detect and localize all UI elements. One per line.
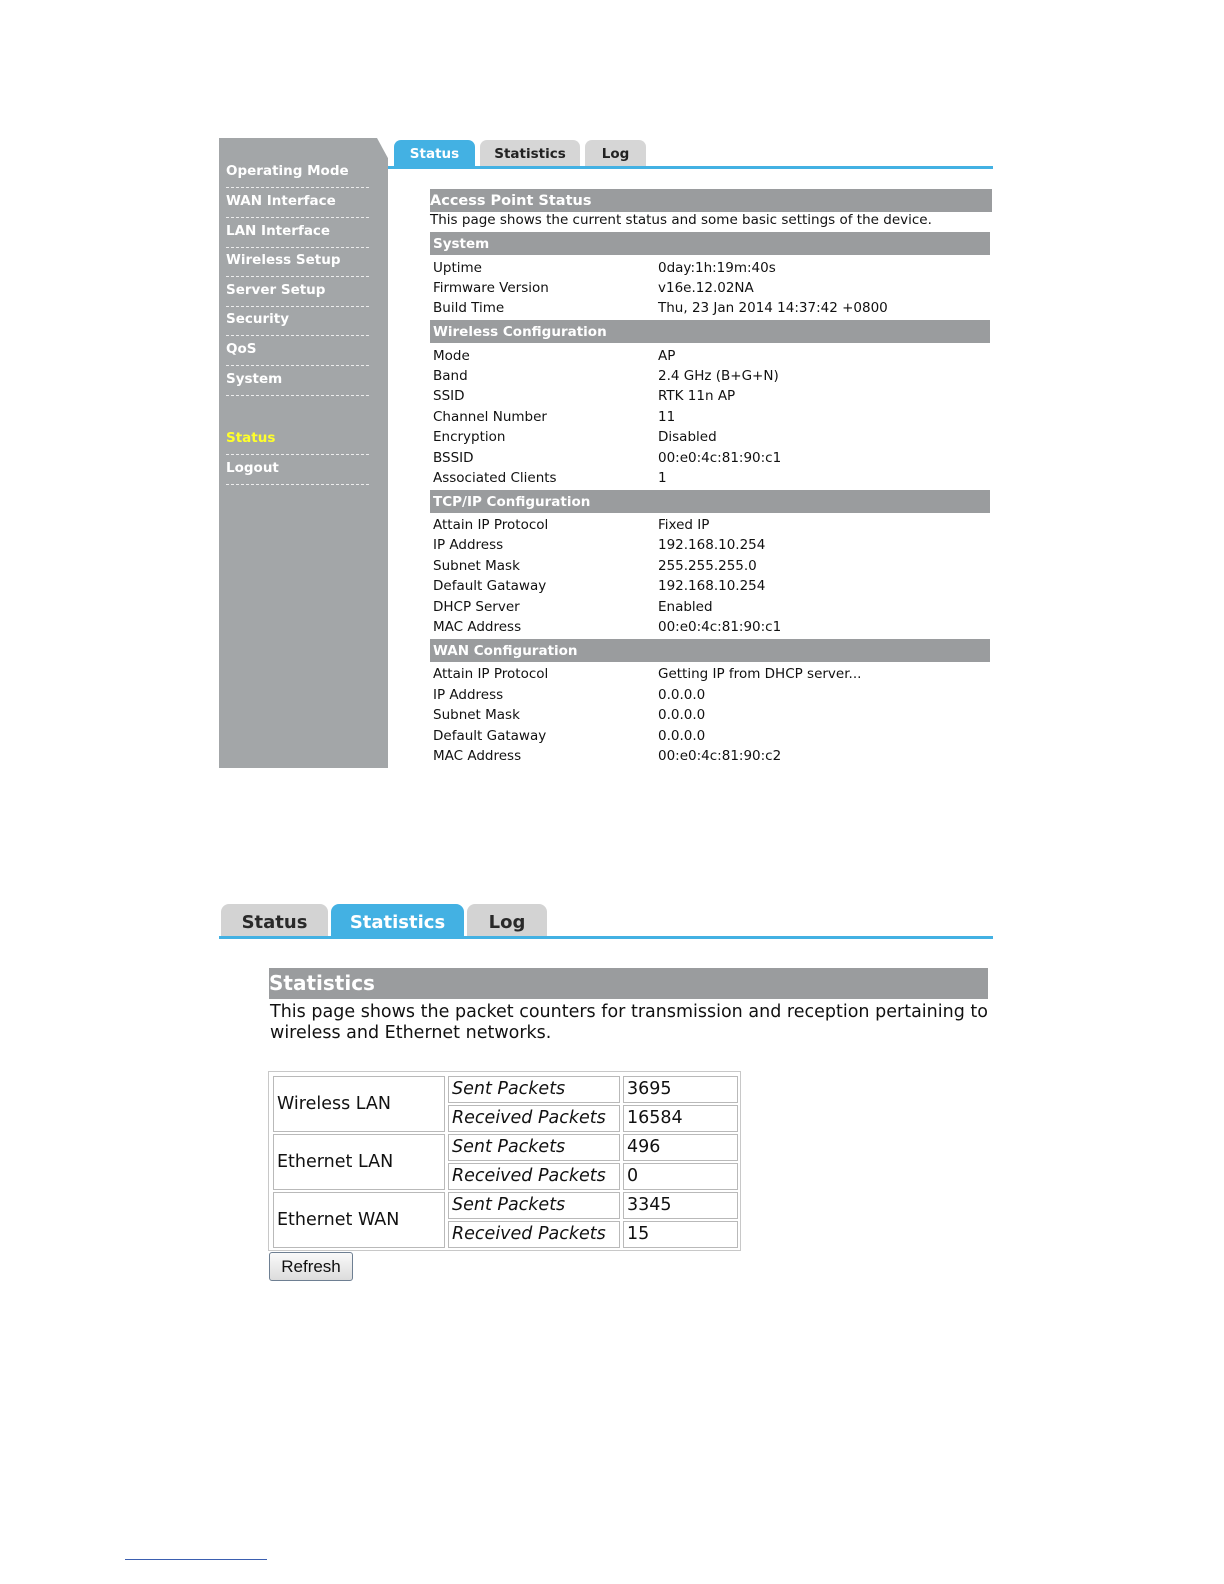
sidebar-item-lan-interface[interactable]: LAN Interface [226,215,369,248]
footnote-separator [125,1559,267,1560]
page-description: This page shows the packet counters for transmission and reception pertaining to wireless and Ethernet networks. [270,1002,988,1043]
info-row [433,597,989,617]
table-group-label: Ethernet WAN [273,1192,445,1248]
info-row [433,617,989,637]
tab-status[interactable]: Status [221,904,328,937]
row-key: Band [433,368,468,384]
section-header-tcpip: TCP/IP Configuration [430,490,990,513]
info-row [433,726,989,746]
info-row [433,746,989,766]
page-description: This page shows the current status and some basic settings of the device. [430,212,932,228]
row-key: Default Gataway [433,578,547,594]
row-value: 00:e0:4c:81:90:c1 [658,450,782,466]
row-value: 2.4 GHz (B+G+N) [658,368,779,384]
table-group-label: Ethernet LAN [273,1134,445,1190]
row-key: Uptime [433,260,482,276]
refresh-button[interactable]: Refresh [269,1252,353,1281]
row-key: Associated Clients [433,470,557,486]
table-cell-value: 496 [623,1134,738,1161]
sidebar-item-wireless-setup[interactable]: Wireless Setup [226,244,369,277]
info-row [433,576,989,596]
info-row [433,685,989,705]
table-cell-label: Sent Packets [448,1192,620,1219]
tab-underline [219,936,993,939]
row-value: Getting IP from DHCP server... [658,666,862,682]
section-header-wan: WAN Configuration [430,639,990,662]
sidebar-item-system[interactable]: System [226,363,369,396]
info-row [433,298,989,318]
row-key: Attain IP Protocol [433,666,549,682]
status-screenshot [0,0,1224,780]
row-value: 0.0.0.0 [658,687,706,703]
row-value: Disabled [658,429,717,445]
row-key: IP Address [433,537,504,553]
section-header-system: System [430,232,990,255]
info-row [433,258,989,278]
table-cell-value: 16584 [623,1105,738,1132]
info-row [433,535,989,555]
row-key: Build Time [433,300,505,316]
row-value: 00:e0:4c:81:90:c1 [658,619,782,635]
row-key: Subnet Mask [433,707,520,723]
row-value: 255.255.255.0 [658,558,757,574]
sidebar-notch [377,138,389,160]
row-value: 192.168.10.254 [658,578,766,594]
table-cell-value: 15 [623,1221,738,1248]
row-key: Attain IP Protocol [433,517,549,533]
page-title: Access Point Status [430,189,992,212]
page-title: Statistics [269,968,988,999]
tab-statistics[interactable]: Statistics [331,904,464,937]
row-key: Subnet Mask [433,558,520,574]
info-row [433,407,989,427]
info-row [433,278,989,298]
table-cell-value: 3695 [623,1076,738,1103]
row-value: Fixed IP [658,517,710,533]
tab-status[interactable]: Status [394,140,475,167]
sidebar-item-logout[interactable]: Logout [226,452,369,485]
info-row [433,427,989,447]
row-value: 00:e0:4c:81:90:c2 [658,748,782,764]
table-group-label: Wireless LAN [273,1076,445,1132]
info-row [433,448,989,468]
row-key: Firmware Version [433,280,549,296]
row-key: MAC Address [433,619,522,635]
row-value: 192.168.10.254 [658,537,766,553]
row-value: 1 [658,470,667,486]
tab-log[interactable]: Log [585,140,646,167]
row-value: v16e.12.02NA [658,280,754,296]
sidebar-item-operating-mode[interactable]: Operating Mode [226,155,369,188]
section-header-wireless: Wireless Configuration [430,320,990,343]
row-key: DHCP Server [433,599,520,615]
row-value: 11 [658,409,676,425]
sidebar-item-status[interactable]: Status [226,422,369,455]
table-cell-label: Received Packets [448,1221,620,1248]
table-cell-value: 0 [623,1163,738,1190]
sidebar-item-security[interactable]: Security [226,303,369,336]
row-key: Channel Number [433,409,547,425]
row-value: 0.0.0.0 [658,728,706,744]
row-key: Default Gataway [433,728,547,744]
tab-log[interactable]: Log [467,904,547,937]
sidebar-item-qos[interactable]: QoS [226,333,369,366]
table-cell-label: Sent Packets [448,1076,620,1103]
info-row [433,386,989,406]
row-key: Mode [433,348,470,364]
table-cell-label: Received Packets [448,1105,620,1132]
row-value: Enabled [658,599,713,615]
table-cell-label: Sent Packets [448,1134,620,1161]
tab-underline [388,166,993,169]
row-key: BSSID [433,450,474,466]
row-value: 0.0.0.0 [658,707,706,723]
row-value: RTK 11n AP [658,388,736,404]
table-cell-label: Received Packets [448,1163,620,1190]
row-value: Thu, 23 Jan 2014 14:37:42 +0800 [658,300,888,316]
info-row [433,468,989,488]
row-value: 0day:1h:19m:40s [658,260,776,276]
row-key: MAC Address [433,748,522,764]
row-key: IP Address [433,687,504,703]
row-key: SSID [433,388,465,404]
statistics-table [268,1071,741,1251]
info-row [433,705,989,725]
sidebar-nav [219,138,388,768]
row-value: AP [658,348,676,364]
info-row [433,664,989,684]
info-row [433,366,989,386]
sidebar-item-server-setup[interactable]: Server Setup [226,274,369,307]
info-row [433,556,989,576]
info-row [433,346,989,366]
row-key: Encryption [433,429,506,445]
sidebar-item-wan-interface[interactable]: WAN Interface [226,185,369,218]
info-row [433,515,989,535]
tab-statistics[interactable]: Statistics [480,140,580,167]
table-cell-value: 3345 [623,1192,738,1219]
